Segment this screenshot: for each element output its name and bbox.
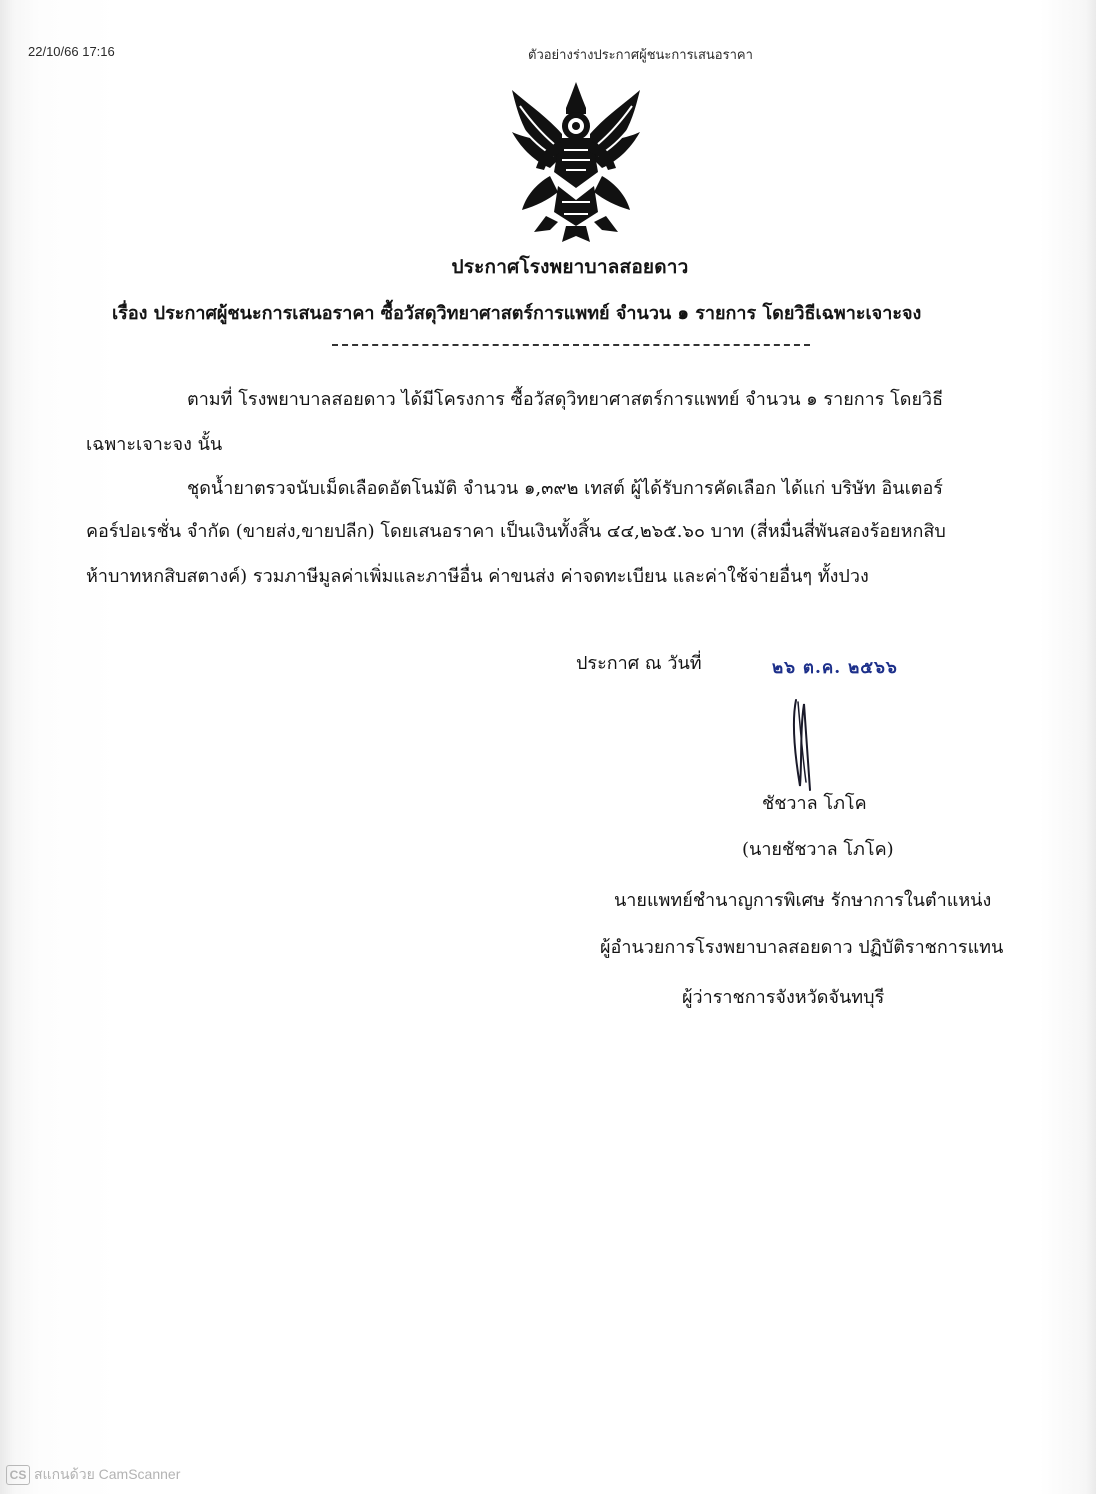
camscanner-watermark	[6, 1464, 180, 1486]
print-timestamp: 22/10/66 17:16	[28, 44, 115, 59]
document-subject: เรื่อง ประกาศผู้ชนะการเสนอราคา ซื้อวัสดุวิทยาศาสตร์การแพทย์ จำนวน ๑ รายการ โดยวิธีเฉพาะเจาะจง	[112, 303, 922, 324]
body-line: ชุดน้ำยาตรวจนับเม็ดเลือดอัตโนมัติ จำนวน ๑,๓๙๒ เทสต์ ผู้ได้รับการคัดเลือก ได้แก่ บริษัท อินเตอร์	[187, 478, 943, 499]
dashed-divider	[332, 344, 810, 346]
document-title: ประกาศโรงพยาบาลสอยดาว	[451, 256, 689, 278]
body-line: คอร์ปอเรชั่น จำกัด (ขายส่ง,ขายปลีก) โดยเสนอราคา เป็นเงินทั้งสิ้น ๔๔,๒๖๕.๖๐ บาท (สี่หมื่นสี่พันสองร้อยหกสิบ	[86, 521, 946, 542]
announce-date-label: ประกาศ ณ วันที่	[576, 653, 702, 674]
garuda-emblem-icon	[506, 76, 646, 244]
watermark-text: สแกนด้วย CamScanner	[34, 1466, 181, 1482]
body-line: ตามที่ โรงพยาบาลสอยดาว ได้มีโครงการ ซื้อวัสดุวิทยาศาสตร์การแพทย์ จำนวน ๑ รายการ โดยวิธี	[187, 389, 944, 410]
signer-position-line: นายแพทย์ชำนาญการพิเศษ รักษาการในตำแหน่ง	[614, 890, 992, 911]
signer-position-line: ผู้ว่าราชการจังหวัดจันทบุรี	[682, 987, 885, 1008]
camscanner-logo-icon: CS	[6, 1465, 30, 1485]
announce-date-stamp: ๒๖ ต.ค. ๒๕๖๖	[772, 658, 898, 678]
body-line: เฉพาะเจาะจง นั้น	[86, 434, 223, 455]
body-line: ห้าบาทหกสิบสตางค์) รวมภาษีมูลค่าเพิ่มและภาษีอื่น ค่าขนส่ง ค่าจดทะเบียน และค่าใช้จ่ายอื่นๆ ทั้งปวง	[86, 566, 869, 587]
signed-name: ชัชวาล โภโค	[762, 793, 867, 814]
draft-label: ตัวอย่างร่างประกาศผู้ชนะการเสนอราคา	[528, 47, 753, 62]
signer-full-name: (นายชัชวาล โภโค)	[742, 839, 894, 860]
signer-position-line: ผู้อำนวยการโรงพยาบาลสอยดาว ปฏิบัติราชการแทน	[600, 937, 1004, 958]
handwritten-signature	[770, 690, 830, 800]
